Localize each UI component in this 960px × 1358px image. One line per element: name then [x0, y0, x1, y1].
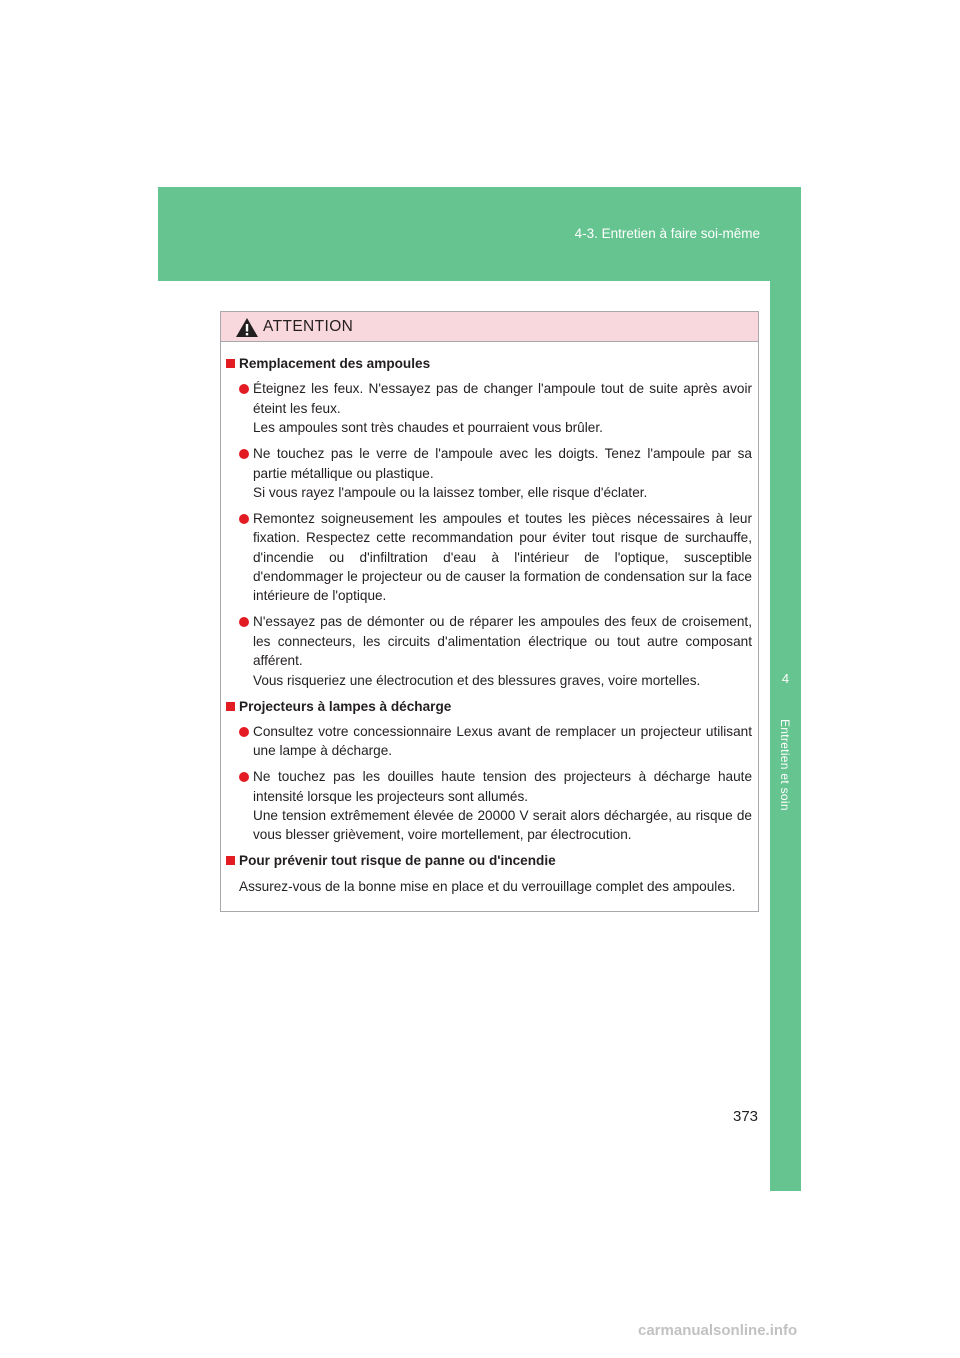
- chapter-number: 4: [781, 671, 790, 686]
- warning-triangle-icon: [235, 317, 259, 338]
- paragraph: Assurez-vous de la bonne mise en place et du verrouillage complet des ampoules.: [239, 878, 736, 894]
- section-heading: Remplacement des ampoules: [225, 354, 752, 373]
- header-band: [158, 187, 801, 281]
- bullet-text: Remontez soigneusement les ampoules et toutes les pièces nécessaires à leur fixation. Respectez cette recommandation pour éviter tout risque de surchauffe, d'incendie ou d'infiltration d'eau à l'intérieur de l'optique, susceptible d'endommager le projecteur ou de causer la formation de condensation sur la face intérieure de l'optique.: [253, 510, 752, 604]
- bullet-text: Vous risqueriez une électrocution et des blessures graves, voire mortelles.: [253, 672, 701, 688]
- bullet-item: [225, 444, 752, 502]
- bullet-item: [225, 379, 752, 437]
- warning-box: [220, 311, 759, 912]
- bullet-item: [225, 767, 752, 845]
- section-heading: Projecteurs à lampes à décharge: [225, 697, 752, 716]
- section-heading: Pour prévenir tout risque de panne ou d'incendie: [225, 851, 752, 870]
- section-title: 4-3. Entretien à faire soi-même: [574, 226, 760, 241]
- bullet-text: N'essayez pas de démonter ou de réparer les ampoules des feux de croisement, les connecteurs, les circuits d'alimentation électrique ou tout autre composant afférent.: [253, 614, 752, 669]
- bullet-text: Ne touchez pas les douilles haute tension des projecteurs à décharge haute intensité lorsque les projecteurs sont allumés.: [253, 769, 752, 804]
- bullet-text: Consultez votre concessionnaire Lexus avant de remplacer un projecteur utilisant une lampe à décharge.: [253, 723, 752, 759]
- bullet-text: Si vous rayez l'ampoule ou la laissez tomber, elle risque d'éclater.: [253, 484, 648, 500]
- warning-header: [221, 312, 758, 342]
- bullet-text: Les ampoules sont très chaudes et pourraient vous brûler.: [253, 420, 603, 436]
- bullet-item: [225, 612, 752, 690]
- bullet-item: [225, 509, 752, 606]
- bullet-text: Une tension extrêmement élevée de 20000 V serait alors déchargée, au risque de vous blesser grièvement, voire mortellement, par électrocution.: [253, 808, 752, 843]
- chapter-label: Entretien et soin: [778, 719, 792, 811]
- bullet-text: Ne touchez pas le verre de l'ampoule avec les doigts. Tenez l'ampoule par sa partie métallique ou plastique.: [253, 446, 752, 481]
- warning-title: ATTENTION: [263, 318, 354, 335]
- page-number: 373: [733, 1108, 759, 1125]
- warning-body: [225, 354, 752, 902]
- chapter-tab: [770, 281, 801, 1191]
- watermark: carmanualsonline.info: [638, 1322, 798, 1339]
- bullet-item: [225, 722, 752, 761]
- bullet-text: Éteignez les feux. N'essayez pas de changer l'ampoule tout de suite après avoir éteint les feux.: [253, 381, 752, 416]
